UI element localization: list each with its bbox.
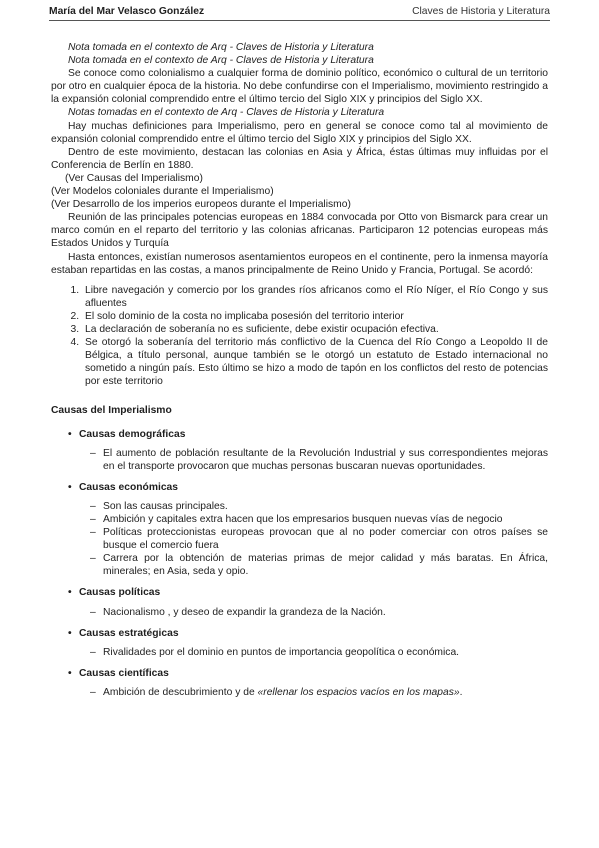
category-heading	[51, 481, 548, 494]
list-item: – Ambición y capitales extra hacen que los empresarios busquen nuevas vías de negocio	[90, 514, 503, 525]
list-item: – Rivalidades por el dominio en puntos de importancia geopolítica o económica.	[90, 646, 460, 658]
list-item: – Son las causas principales.	[90, 500, 228, 512]
list-item: – El aumento de población resultante de la Revolución Industrial y sus correspondientes mejoras en el transporte provocaron que muchas personas buscaran nuevas oportunidades.	[90, 447, 548, 472]
context-note: Nota tomada en el contexto de Arq - Claves de Historia y Literatura	[68, 55, 374, 67]
dash-icon: –	[90, 527, 96, 539]
header-author: María del Mar Velasco González	[49, 6, 205, 17]
category-heading	[51, 627, 548, 640]
section-heading: Causas del Imperialismo	[51, 405, 172, 417]
agreements-list	[51, 284, 548, 389]
list-item: – Ambición de descubrimiento y de «rellenar los espacios vacíos en los mapas».	[90, 686, 463, 698]
category-title: Causas económicas	[79, 481, 179, 493]
category-heading	[51, 586, 548, 599]
strategic-causes-list	[51, 646, 548, 659]
dash-icon: –	[90, 553, 96, 565]
colonialism-paragraph: Se conoce como colonialismo a cualquier forma de dominio político, económico o cultural de un territorio por otro en cualquier época de la historia. No debe confundirse con el Imperialismo, movimiento restringido a la expansión colonial comprendido entre el último tercio del Siglo XIX y principios del Siglo XX.	[51, 68, 548, 106]
bullet-icon: •	[68, 627, 72, 639]
bullet-icon: •	[68, 667, 72, 679]
dash-icon: –	[90, 606, 96, 618]
reference-link[interactable]: (Ver Causas del Imperialismo)	[65, 172, 203, 184]
scientific-causes-list	[51, 686, 548, 699]
colonies-paragraph: Dentro de este movimiento, destacan las colonias en Asia y África, éstas últimas muy influidas por el Conferencia de Berlín en 1880.	[51, 146, 548, 171]
dash-icon: –	[90, 646, 96, 658]
dash-icon: –	[90, 686, 96, 698]
bullet-icon: •	[68, 587, 72, 599]
category-title: Causas demográficas	[79, 428, 186, 440]
category-title: Causas políticas	[79, 587, 161, 599]
document-body	[51, 41, 548, 699]
berlin-conference-paragraph: Reunión de las principales potencias europeas en 1884 convocada por Otto von Bismarck para crear un marco común en el reparto del territorio y las colonias africanas. Participaron 12 potencias europeas más Estados Unidos y Turquía	[51, 212, 548, 250]
category-heading	[51, 428, 548, 441]
category-title: Causas estratégicas	[79, 627, 179, 639]
reference-link[interactable]: (Ver Modelos coloniales durante el Imperialismo)	[51, 186, 274, 198]
dash-icon: –	[90, 447, 96, 459]
list-item: 2. El solo dominio de la costa no implicaba posesión del territorio interior	[82, 310, 548, 323]
economic-causes-list	[51, 500, 548, 579]
settlements-paragraph: Hasta entonces, existían numerosos asentamientos europeos en el continente, pero la inmensa mayoría estaban repartidas en las costas, a manos principalmente de Reino Unido y Francia, Portugal. Se acordó:	[51, 251, 548, 276]
demographic-causes-list	[51, 447, 548, 473]
bullet-icon: •	[68, 481, 72, 493]
list-item: – Nacionalismo , y deseo de expandir la grandeza de la Nación.	[90, 606, 386, 618]
political-causes-list	[51, 606, 548, 619]
context-note: Notas tomadas en el contexto de Arq - Claves de Historia y Literatura	[68, 107, 385, 119]
imperialism-definition-paragraph: Hay muchas definiciones para Imperialismo, pero en general se conoce como tal al movimiento de expansión colonial comprendido entre el último tercio del Siglo XIX y principios del Siglo XX.	[51, 120, 548, 145]
reference-link[interactable]: (Ver Desarrollo de los imperios europeos durante el Imperialismo)	[51, 199, 351, 211]
bullet-icon: •	[68, 428, 72, 440]
list-item: – Políticas proteccionistas europeas provocan que al no poder comerciar con otros países se busque el comercio fuera	[90, 527, 548, 552]
list-item: 3. La declaración de soberanía no es suficiente, debe existir ocupación efectiva.	[82, 323, 548, 336]
dash-icon: –	[90, 500, 96, 512]
header-series-title: Claves de Historia y Literatura	[412, 6, 550, 17]
list-item: 4. Se otorgó la soberanía del territorio más conflictivo de la Cuenca del Río Congo a Leopoldo II de Bélgica, a título personal, aunque también se le otorgó un estatuto de Estado internacional no sometido a ningún país. Esto último se hizo a modo de tapón en los conflictos del resto de potencias por este territorio	[82, 336, 548, 388]
category-title: Causas científicas	[79, 667, 169, 679]
context-note: Nota tomada en el contexto de Arq - Claves de Historia y Literatura	[68, 42, 374, 53]
category-heading	[51, 667, 548, 680]
dash-icon: –	[90, 514, 96, 525]
list-item: 1. Libre navegación y comercio por los grandes ríos africanos como el Río Níger, el Río Congo y sus afluentes	[82, 284, 548, 310]
list-item: – Carrera por la obtención de materias primas de mejor calidad y más baratas. En África, minerales; en Asia, seda y opio.	[90, 553, 548, 578]
quoted-phrase: «rellenar los espacios vacíos en los mapas»	[257, 686, 460, 698]
page-header	[49, 3, 550, 21]
